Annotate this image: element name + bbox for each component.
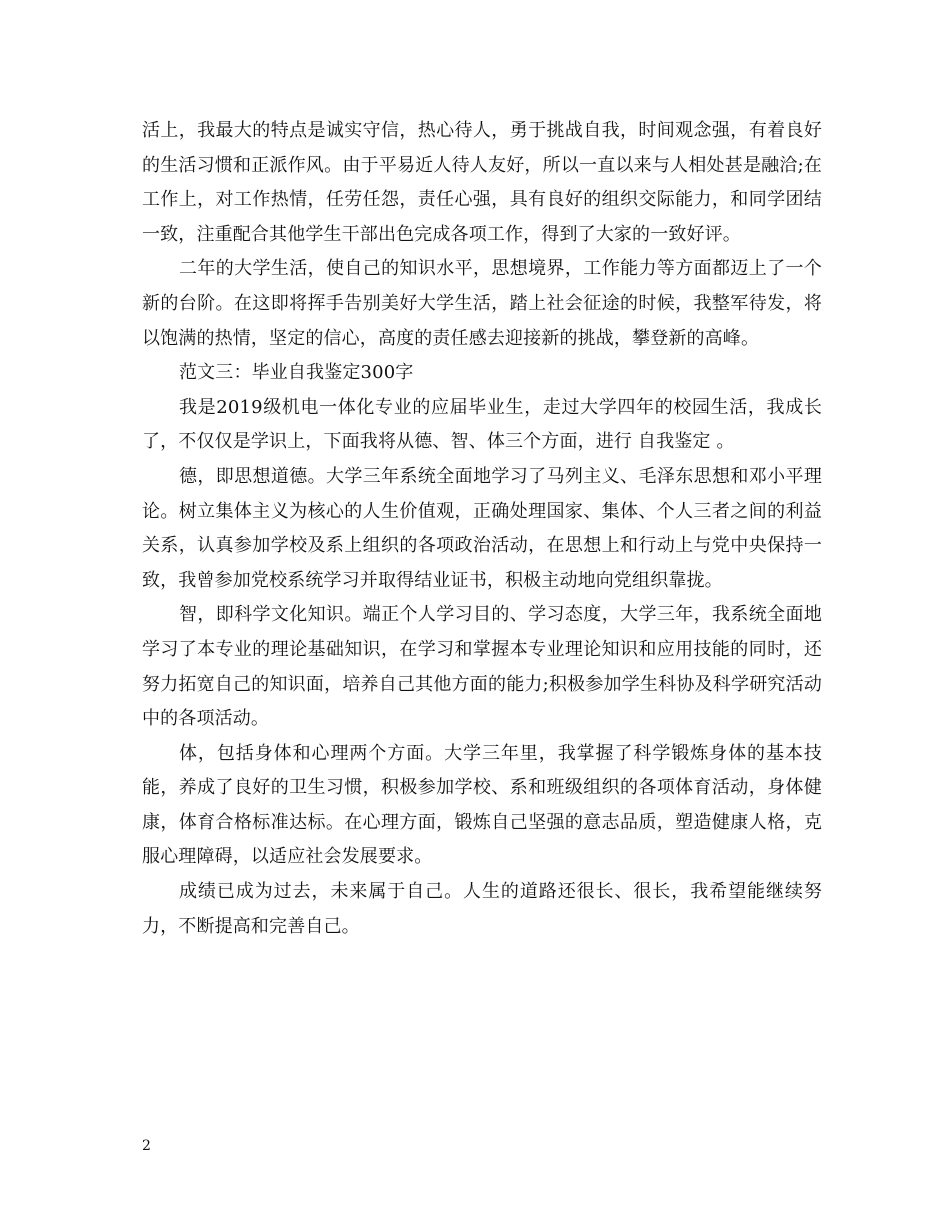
paragraph: 德，即思想道德。大学三年系统全面地学习了马列主义、毛泽东思想和邓小平理论。树立集体主义为核心的人生价值观，正确处理国家、集体、个人三者之间的利益关系，认真参加学校及系上组织的各项政治活动，在思想上和行动上与党中央保持一致，我曾参加党校系统学习并取得结业证书，积极主动地向党组织靠拢。 <box>142 465 822 591</box>
page-number: 2 <box>142 1138 151 1154</box>
paragraph: 活上，我最大的特点是诚实守信，热心待人，勇于挑战自我，时间观念强，有着良好的生活习惯和正派作风。由于平易近人待人友好，所以一直以来与人相处甚是融洽;在工作上，对工作热情，任劳任怨，责任心强，具有良好的组织交际能力，和同学团结一致，注重配合其他学生干部出色完成各项工作，得到了大家的一致好评。 <box>142 120 822 245</box>
paragraph: 体，包括身体和心理两个方面。大学三年里，我掌握了科学锻炼身体的基本技能，养成了良好的卫生习惯，积极参加学校、系和班级组织的各项体育活动，身体健康，体育合格标准达标。在心理方面，锻炼自己坚强的意志品质，塑造健康人格，克服心理障碍，以适应社会发展要求。 <box>142 742 822 868</box>
paragraph: 二年的大学生活，使自己的知识水平，思想境界，工作能力等方面都迈上了一个新的台阶。在这即将挥手告别美好大学生活，踏上社会征途的时候，我整军待发，将以饱满的热情，坚定的信心，高度的责任感去迎接新的挑战，攀登新的高峰。 <box>142 258 822 349</box>
paragraph: 我是2019级机电一体化专业的应届毕业生，走过大学四年的校园生活，我成长了，不仅仅是学识上，下面我将从德、智、体三个方面，进行 自我鉴定 。 <box>142 396 822 453</box>
document-body <box>142 114 822 944</box>
paragraph: 成绩已成为过去，未来属于自己。人生的道路还很长、很长，我希望能继续努力，不断提高和完善自己。 <box>142 881 822 937</box>
section-heading: 范文三：毕业自我鉴定300字 <box>179 362 414 384</box>
paragraph: 智，即科学文化知识。端正个人学习目的、学习态度，大学三年，我系统全面地学习了本专业的理论基础知识，在学习和掌握本专业理论知识和应用技能的同时，还努力拓宽自己的知识面，培养自己其他方面的能力;积极参加学生科协及科学研究活动中的各项活动。 <box>142 604 822 730</box>
